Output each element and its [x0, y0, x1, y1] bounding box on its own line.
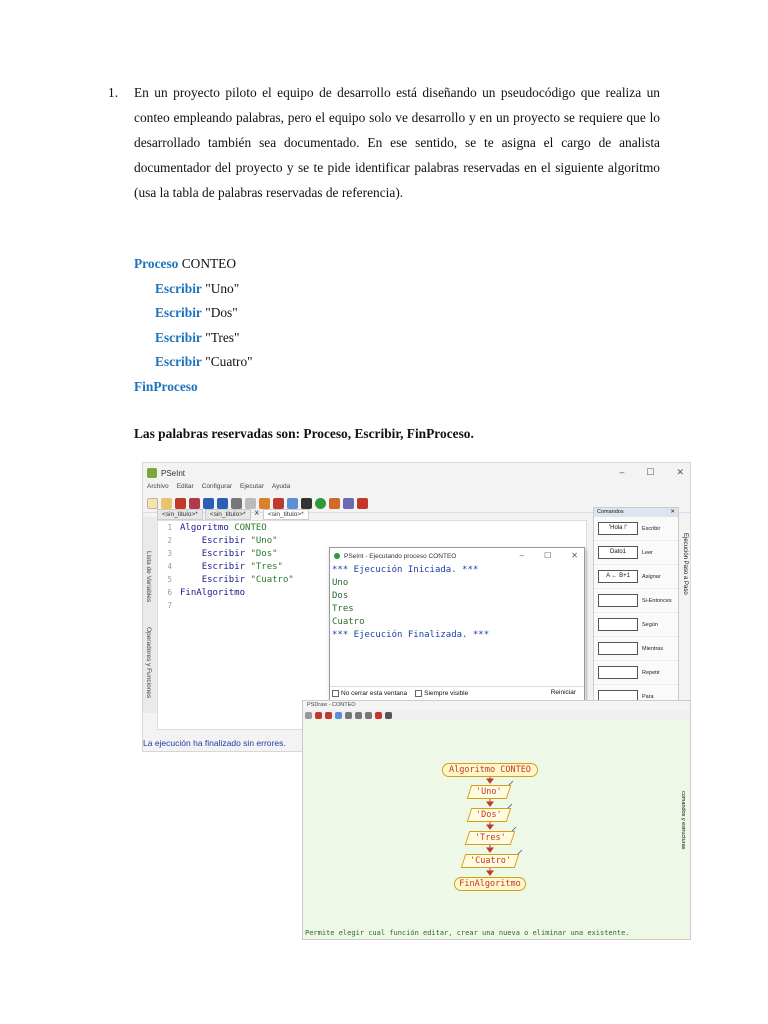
- output-line: Uno: [332, 578, 349, 588]
- copy-icon[interactable]: [245, 498, 256, 509]
- command-label: Leer: [642, 549, 654, 556]
- flow-node-text: 'Tres': [474, 833, 506, 843]
- command-shape-icon: A ← B+1: [598, 570, 638, 583]
- tab-close-icon[interactable]: X: [254, 510, 259, 517]
- output-line: Cuatro: [332, 617, 365, 627]
- editor-keyword: Escribir: [201, 562, 246, 572]
- command-label: Para: [642, 693, 654, 700]
- indent-icon[interactable]: [273, 498, 284, 509]
- maximize-button[interactable]: ☐: [646, 467, 655, 477]
- line-number: 6: [167, 588, 172, 597]
- editor-keyword: Escribir: [201, 549, 246, 559]
- command-label: Si-Entonces: [642, 597, 672, 604]
- line-number: 3: [167, 549, 172, 558]
- run-icon: [334, 553, 340, 559]
- question-text: En un proyecto piloto el equipo de desarrollo está diseñando un pseudocódigo que realiza un conteo empleando palabras, pero el equipo solo ve desarrollo y en un proyecto se requiere que lo desarrollado también sea documentado. En ese sentido, se te asigna el cargo de analista documentador del proyecto y se te pide identificar palabras reservadas en el siguiente algoritmo (usa la tabla de palabras reservadas de referencia).: [134, 85, 660, 200]
- editor-keyword: Escribir: [201, 536, 246, 546]
- flow-output-node[interactable]: [467, 808, 512, 822]
- execution-output: [330, 564, 584, 642]
- command-label: Asignar: [642, 573, 661, 580]
- flow-output-node[interactable]: [461, 854, 520, 868]
- line-number: 4: [167, 562, 172, 571]
- flow-node-text: 'Dos': [476, 810, 502, 820]
- close-button[interactable]: ✕: [571, 551, 578, 560]
- menu-configurar[interactable]: Configurar: [201, 483, 233, 490]
- keyword: Escribir: [155, 280, 202, 296]
- command-shape-icon: 'Hola !': [598, 522, 638, 535]
- output-line: Tres: [332, 604, 354, 614]
- psdraw-title: PSDraw - CONTEO: [303, 701, 690, 710]
- indent: [180, 575, 202, 585]
- tool-icon[interactable]: [305, 712, 312, 719]
- command-label: Repetir: [642, 669, 660, 676]
- search-icon[interactable]: [287, 498, 298, 509]
- command-label: Escribir: [642, 525, 661, 532]
- step-icon[interactable]: [329, 498, 340, 509]
- code-line-6: [134, 375, 253, 400]
- command-item[interactable]: [594, 661, 678, 685]
- tab-1[interactable]: <sin_titulo>*: [157, 509, 203, 520]
- editor-text: "Uno": [245, 536, 278, 546]
- keep-open-option[interactable]: [332, 690, 407, 697]
- command-shape-icon: [598, 618, 638, 631]
- code-line-5: [134, 350, 253, 375]
- code-text: "Tres": [201, 329, 240, 345]
- close-icon[interactable]: [385, 712, 392, 719]
- keyword: Escribir: [155, 305, 202, 320]
- window-title: PSeInt: [161, 468, 186, 478]
- always-visible-label: Siempre visible: [424, 690, 469, 698]
- operators-tab[interactable]: Operadores y Funciones: [145, 627, 152, 699]
- code-line-4: [134, 326, 253, 351]
- code-text: "Dos": [201, 305, 238, 320]
- tool-icon[interactable]: [365, 712, 372, 719]
- command-shape-icon: [598, 642, 638, 655]
- keyword: Escribir: [155, 354, 202, 369]
- output-line: Dos: [332, 591, 349, 601]
- psdraw-status: Permite elegir cual función editar, crear una nueva o eliminar una existente.: [305, 929, 630, 937]
- line-number: 7: [167, 601, 172, 610]
- flow-node-text: 'Uno': [476, 787, 502, 797]
- flow-output-node[interactable]: [467, 785, 512, 799]
- psdraw-window: [302, 700, 691, 940]
- output-line: *** Ejecución Finalizada. ***: [332, 630, 490, 640]
- run-icon[interactable]: [315, 498, 326, 509]
- flow-node-text: 'Cuatro': [469, 856, 511, 866]
- checkbox-icon[interactable]: [332, 690, 339, 697]
- help-icon[interactable]: [357, 498, 368, 509]
- commands-header: [594, 508, 678, 517]
- tool-icon[interactable]: [315, 712, 322, 719]
- command-shape-icon: [598, 594, 638, 607]
- flow-end-node[interactable]: FinAlgoritmo: [454, 877, 526, 891]
- code-text: "Cuatro": [201, 354, 253, 369]
- command-item[interactable]: [594, 517, 678, 541]
- keyword: Proceso: [134, 256, 179, 271]
- new-file-icon[interactable]: [147, 498, 158, 509]
- command-shape-icon: [598, 666, 638, 679]
- status-message: La ejecución ha finalizado sin errores.: [143, 738, 286, 748]
- menu-bar: [143, 483, 690, 495]
- editor-line[interactable]: [158, 521, 586, 534]
- code-line-2: [134, 277, 253, 302]
- editor-text: "Cuatro": [245, 575, 294, 585]
- execution-window: [329, 547, 585, 701]
- indent: [180, 549, 202, 559]
- tab-2[interactable]: <sin_titulo>*: [205, 509, 251, 520]
- code-line-3: [134, 301, 253, 326]
- cut-icon[interactable]: [231, 498, 242, 509]
- line-number: 1: [167, 523, 172, 532]
- code-text: CONTEO: [178, 256, 237, 271]
- tab-3[interactable]: <sin_titulo>*: [263, 509, 309, 520]
- close-icon[interactable]: ✕: [670, 509, 675, 515]
- always-visible-option[interactable]: [415, 690, 468, 697]
- execution-title: PSeInt - Ejecutando proceso CONTEO: [344, 552, 457, 560]
- tool-icon[interactable]: [345, 712, 352, 719]
- variables-list-tab[interactable]: Lista de Variables: [145, 551, 152, 603]
- window-titlebar: [143, 463, 690, 483]
- restart-button[interactable]: Reiniciar: [550, 689, 576, 696]
- command-item[interactable]: [594, 637, 678, 661]
- editor-keyword: Escribir: [201, 575, 246, 585]
- file-tabs: [157, 509, 309, 520]
- pseudocode-block: [134, 252, 253, 399]
- flow-start-node[interactable]: Algoritmo CONTEO: [442, 763, 538, 777]
- answer-text: Las palabras reservadas son: Proceso, Escribir, FinProceso.: [134, 426, 474, 441]
- close-button[interactable]: ✕: [676, 467, 684, 477]
- psdraw-side-panel: [678, 741, 690, 891]
- editor-text: "Tres": [245, 562, 283, 572]
- maximize-button[interactable]: ☐: [544, 551, 552, 560]
- tool-icon[interactable]: [325, 712, 332, 719]
- command-item[interactable]: [594, 613, 678, 637]
- commands-title: Comandos: [597, 509, 624, 515]
- minimize-button[interactable]: –: [519, 551, 525, 560]
- flowchart-icon[interactable]: [343, 498, 354, 509]
- menu-ayuda[interactable]: Ayuda: [271, 483, 291, 490]
- command-shape-icon: Dato1: [598, 546, 638, 559]
- keep-open-label: No cerrar esta ventana: [341, 690, 408, 698]
- output-line: *** Ejecución Iniciada. ***: [332, 565, 479, 575]
- line-number: 2: [167, 536, 172, 545]
- command-item[interactable]: [594, 541, 678, 565]
- line-number: 5: [167, 575, 172, 584]
- indent: [180, 562, 202, 572]
- editor-text: CONTEO: [228, 523, 267, 533]
- right-side-panel: [680, 513, 692, 703]
- tool-icon[interactable]: [355, 712, 362, 719]
- undo-icon[interactable]: [203, 498, 214, 509]
- editor-keyword: Algoritmo: [180, 523, 229, 533]
- help-icon[interactable]: [375, 712, 382, 719]
- command-item[interactable]: [594, 589, 678, 613]
- question-paragraph: [108, 80, 660, 205]
- execution-window-controls: [520, 551, 578, 560]
- commands-panel: [593, 507, 679, 703]
- open-folder-icon[interactable]: [161, 498, 172, 509]
- save-as-icon[interactable]: [189, 498, 200, 509]
- indent: [180, 536, 202, 546]
- menu-archivo[interactable]: Archivo: [147, 483, 169, 490]
- editor-keyword: FinAlgoritmo: [180, 588, 246, 598]
- command-label: Según: [642, 621, 658, 628]
- code-text: "Uno": [201, 280, 240, 296]
- menu-editar[interactable]: Editar: [176, 483, 194, 490]
- left-side-panel: [143, 517, 157, 713]
- redo-icon[interactable]: [217, 498, 228, 509]
- paste-icon[interactable]: [259, 498, 270, 509]
- pseint-logo-icon: [147, 468, 157, 478]
- editor-line[interactable]: [158, 534, 586, 547]
- keyword: Escribir: [155, 329, 202, 345]
- editor-text: "Dos": [245, 549, 278, 559]
- question-number: 1.: [108, 85, 119, 100]
- minimize-button[interactable]: –: [619, 467, 625, 477]
- pseint-screenshot: [142, 462, 691, 940]
- zoom-icon[interactable]: [335, 712, 342, 719]
- keyword: FinProceso: [134, 378, 198, 394]
- save-icon[interactable]: [175, 498, 186, 509]
- checkbox-icon[interactable]: [415, 690, 422, 697]
- format-icon[interactable]: [301, 498, 312, 509]
- step-execution-tab[interactable]: Ejecución Paso a Paso: [682, 533, 688, 595]
- structures-tab[interactable]: comandos y estructuras: [680, 791, 686, 850]
- command-label: Mientras: [642, 645, 664, 652]
- command-item[interactable]: [594, 565, 678, 589]
- window-controls: [619, 467, 684, 478]
- menu-ejecutar[interactable]: Ejecutar: [240, 483, 264, 490]
- execution-footer: [330, 686, 584, 700]
- psdraw-toolbar: [303, 710, 690, 720]
- code-line-1: [134, 252, 253, 277]
- flow-output-node[interactable]: [465, 831, 516, 845]
